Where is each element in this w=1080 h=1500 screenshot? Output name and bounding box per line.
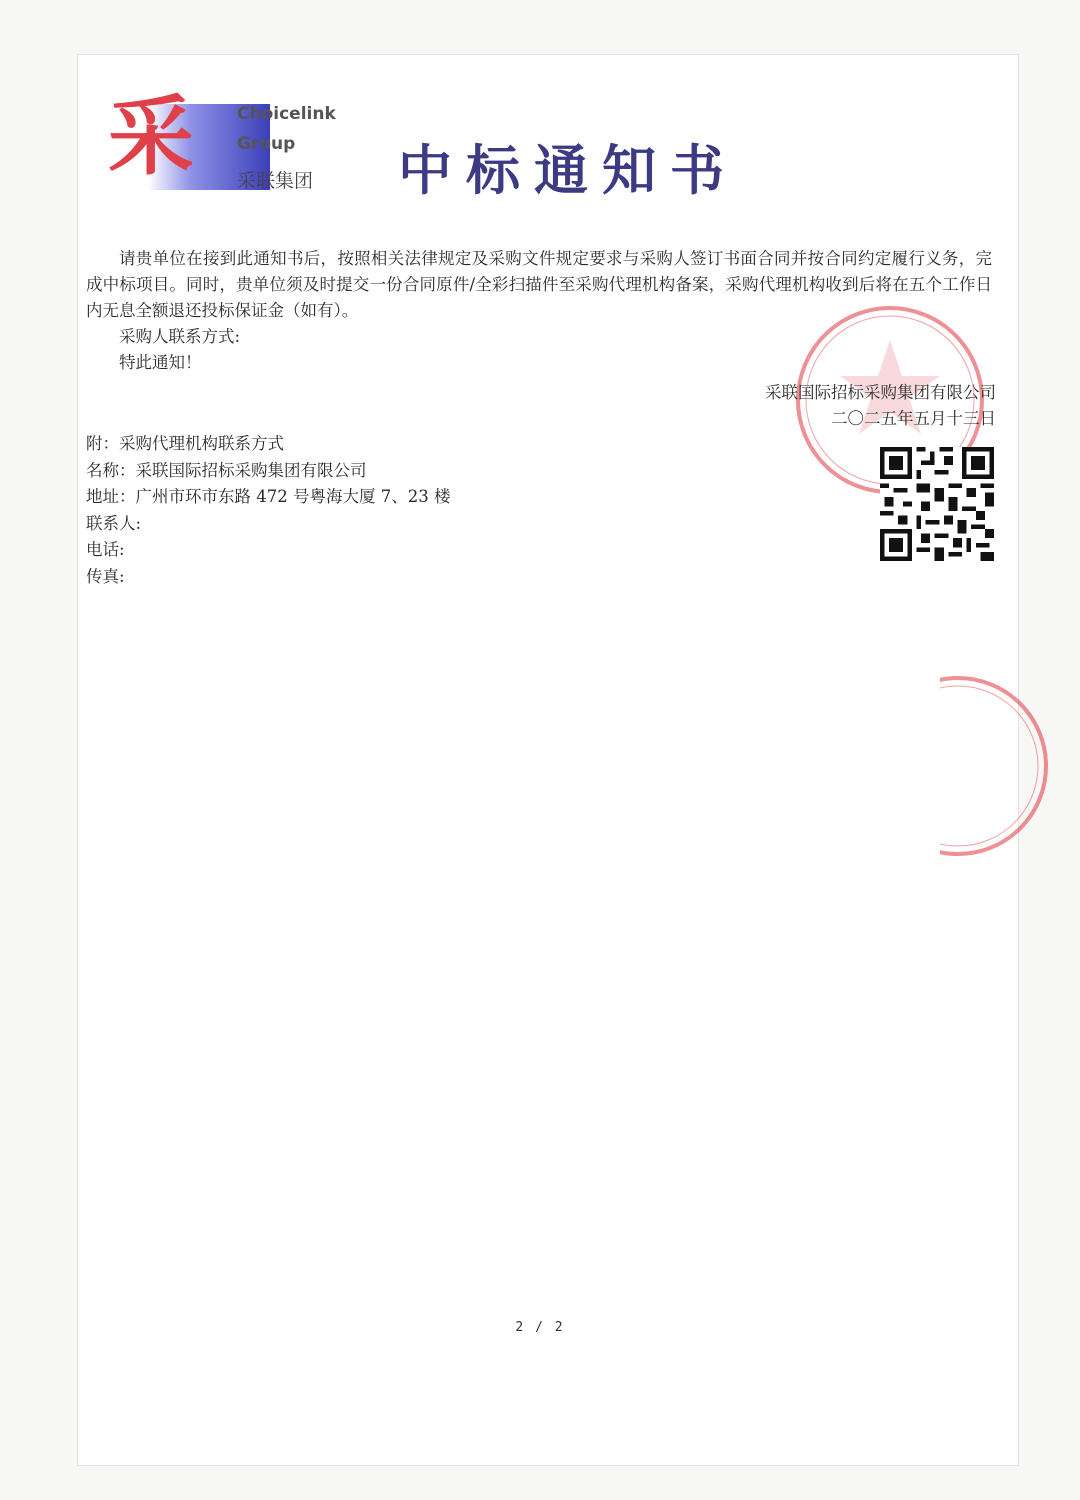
company-logo <box>108 86 338 194</box>
closing-line: 特此通知！ <box>119 353 202 372</box>
agency-fax: 传真: <box>86 566 125 586</box>
qr-code <box>878 447 996 561</box>
logo-chinese-name: 采联集团 <box>237 170 314 192</box>
agency-contact-person: 联系人: <box>86 513 142 533</box>
page-number: 2 / 2 <box>515 1320 565 1335</box>
logo-english-group: Group <box>237 134 296 154</box>
document-title: 中标通知书 <box>398 138 738 202</box>
purchaser-contact-line: 采购人联系方式: <box>119 327 241 346</box>
agency-contact-block <box>86 431 450 590</box>
notice-paragraph: 请贵单位在接到此通知书后，按照相关法律规定及采购文件规定要求与采购人签订书面合同并按合同约定履行义务，完成中标项目。同时，贵单位须及时提交一份合同原件/全彩扫描件至采购代理机构备案，采购代理机构收到后将在五个工作日内无息全额退还投标保证金（如有）。 <box>86 249 992 320</box>
logo-english-name: Choicelink <box>237 104 336 124</box>
signature-date: 二〇二五年五月十三日 <box>831 409 996 428</box>
logo-character: 采 <box>108 86 194 187</box>
signature-block <box>765 380 996 432</box>
agency-address: 地址：广州市环市东路 472 号粤海大厦 7、23 楼 <box>86 487 451 506</box>
signature-organization: 采联国际招标采购集团有限公司 <box>765 383 996 402</box>
attachment-heading: 附：采购代理机构联系方式 <box>86 434 284 453</box>
agency-phone: 电话: <box>86 540 125 559</box>
agency-name: 名称：采联国际招标采购集团有限公司 <box>86 460 367 480</box>
partial-seal-stamp <box>940 668 1050 864</box>
